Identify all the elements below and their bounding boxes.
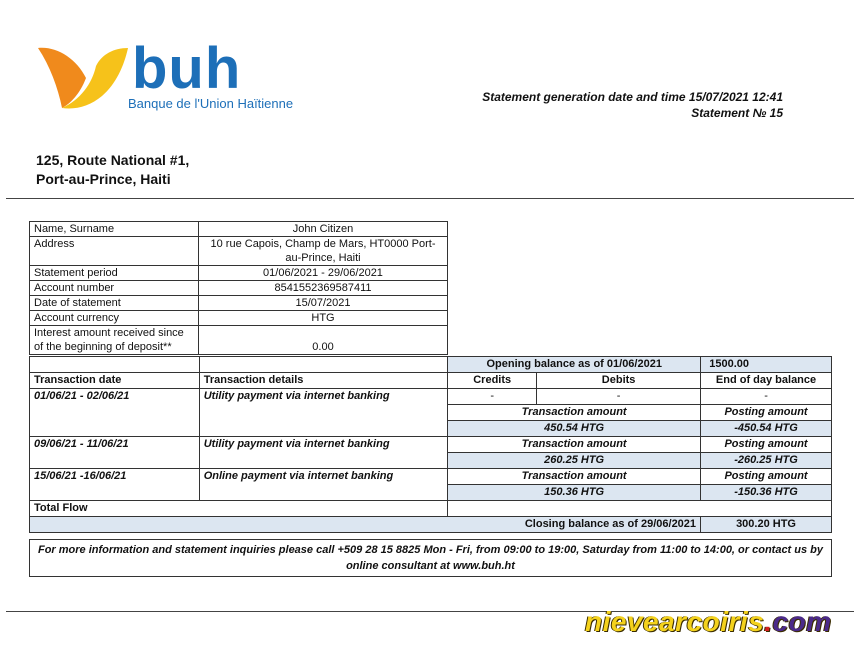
logo-subtitle: Banque de l'Union Haïtienne [128,96,294,111]
watermark-name: nievearcoiris [585,606,765,637]
watermark-dot: . [764,606,773,637]
info-value: John Citizen [199,222,448,237]
statement-meta [482,89,783,121]
transaction-date: 15/06/21 -16/06/21 [30,469,200,501]
transaction-details: Utility payment via internet banking [199,437,448,469]
total-flow-row [30,501,832,517]
transaction-amount-label: Transaction amount [448,469,701,485]
info-label: Address [30,237,199,266]
debits-mark: - [537,389,701,405]
logo-mark-icon [36,44,132,112]
info-row [30,237,448,266]
header-end-of-day-balance: End of day balance [701,373,832,389]
info-value: HTG [199,311,448,326]
closing-balance-label: Closing balance as of 29/06/2021 [448,517,701,533]
info-label: Interest amount received since of the beginning of deposit** [30,326,199,355]
transaction-amount: 150.36 HTG [448,485,701,501]
info-row [30,222,448,237]
info-label: Name, Surname [30,222,199,237]
transaction-amount: 450.54 HTG [448,421,701,437]
statement-number: Statement № 15 [691,106,783,120]
info-label: Statement period [30,266,199,281]
footer-note-box [29,539,832,577]
transactions-table [29,356,832,533]
posting-amount-label: Posting amount [701,437,832,453]
info-row [30,326,448,355]
opening-balance-row [30,357,832,373]
bank-logo [36,36,296,116]
table-row [30,437,832,453]
posting-amount-label: Posting amount [701,405,832,421]
eod-mark: - [701,389,832,405]
table-row [30,389,832,405]
closing-balance-value: 300.20 HTG [701,517,832,533]
header-transaction-date: Transaction date [30,373,200,389]
info-value: 10 rue Capois, Champ de Mars, HT0000 Port-au-Prince, Haiti [199,237,448,266]
info-label: Account number [30,281,199,296]
header-transaction-details: Transaction details [199,373,448,389]
total-flow-label: Total Flow [30,501,448,517]
opening-balance-value: 1500.00 [700,357,831,372]
info-row [30,266,448,281]
closing-balance-row [30,517,832,533]
transaction-amount-label: Transaction amount [448,405,701,421]
info-row [30,296,448,311]
top-divider [6,198,854,199]
statement-generation: Statement generation date and time 15/07/2021 12:41 [482,90,783,104]
transaction-amount-label: Transaction amount [448,437,701,453]
info-value: 01/06/2021 - 29/06/2021 [199,266,448,281]
info-row [30,311,448,326]
transaction-amount: 260.25 HTG [448,453,701,469]
customer-info-table [29,221,448,355]
posting-amount-label: Posting amount [701,469,832,485]
footer-note: For more information and statement inquiries please call +509 28 15 8825 Mon - Fri, from 09:00 to 19:00, Saturday from 11:00 to 14:00, or contact us by online consultant at www.buh.ht [30,540,832,577]
credits-mark: - [448,389,537,405]
transaction-details: Online payment via internet banking [199,469,448,501]
info-value: 15/07/2021 [199,296,448,311]
info-label: Date of statement [30,296,199,311]
logo-word: buh [132,36,242,101]
transaction-date: 09/06/21 - 11/06/21 [30,437,200,469]
opening-balance-label: Opening balance as of 01/06/2021 [486,358,662,370]
header-credits: Credits [448,373,537,389]
info-value: 0.00 [199,326,448,355]
table-row [30,469,832,485]
transaction-details: Utility payment via internet banking [199,389,448,437]
bank-address-line2: Port-au-Prince, Haiti [36,171,171,187]
transaction-date: 01/06/21 - 02/06/21 [30,389,200,437]
watermark-tld: com [772,606,832,637]
watermark [585,606,832,638]
info-label: Account currency [30,311,199,326]
posting-amount: -150.36 HTG [701,485,832,501]
posting-amount: -450.54 HTG [701,421,832,437]
header-debits: Debits [537,373,701,389]
bank-address-line1: 125, Route National #1, [36,152,190,168]
bank-address [36,151,189,189]
info-row [30,281,448,296]
info-value: 8541552369587411 [199,281,448,296]
posting-amount: -260.25 HTG [701,453,832,469]
table-header-row [30,373,832,389]
